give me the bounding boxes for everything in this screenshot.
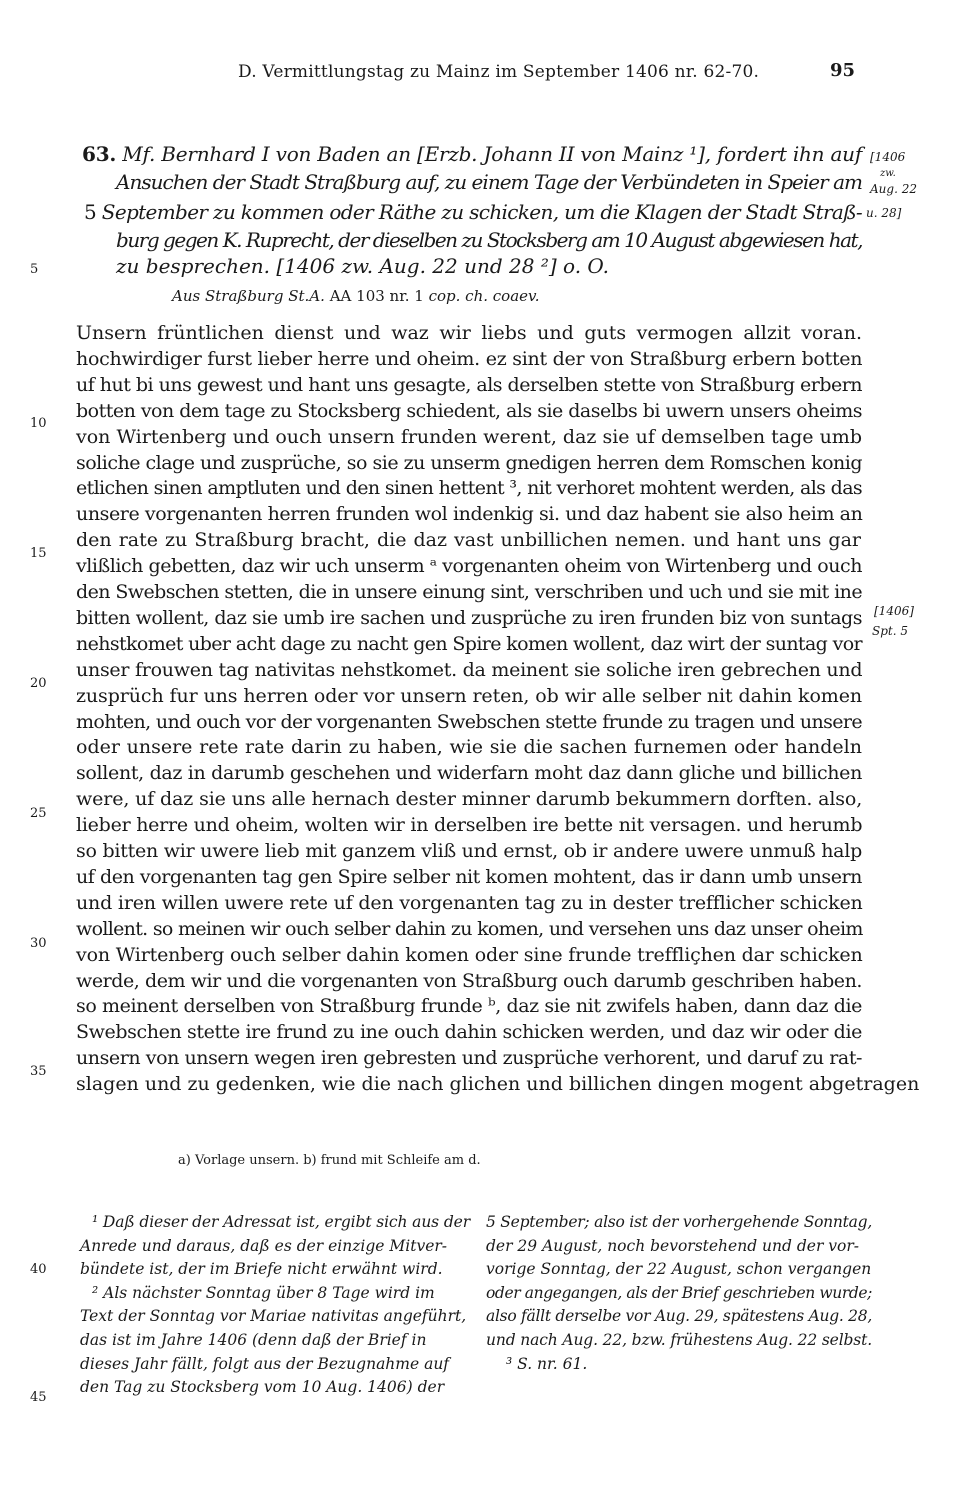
regest-line-5: zu besprechen. [1406 zw. Aug. 22 und 28 ²] o. O. <box>116 254 609 278</box>
footnote-line: das ist im Jahre 1406 (denn daß der Brief in <box>80 1331 427 1349</box>
regest-margin-date-4: u. 28] <box>866 206 902 220</box>
footnote-line: ³ S. nr. 61. <box>506 1355 588 1373</box>
footnote-line: dieses Jahr fällt, folgt aus der Bezugnahme auf <box>80 1355 450 1373</box>
footnote-line: Anrede und daraus, daß es der einzige Mitver- <box>80 1237 448 1255</box>
footnote-line: den Tag zu Stocksberg vom 10 Aug. 1406) der <box>80 1378 445 1396</box>
letter-line: und iren willen uwere rete uf den vorgenanten tag zu in dester trefflicher schicken <box>76 892 863 914</box>
variant-notes: a) Vorlage unsern. b) frund mit Schleife am d. <box>178 1153 481 1168</box>
letter-line: oder unsere rete rate darin zu haben, wie sie die sachen furnemen oder handeln <box>76 736 862 758</box>
footnote-line: vorige Sonntag, der 22 August, schon vergangen <box>486 1260 872 1278</box>
regest-margin-date-3: Aug. 22 <box>870 182 917 196</box>
letter-line: mohten, und ouch vor der vorgenanten Swebschen stette frunde zu tragen und unsere <box>76 711 862 733</box>
letter-line: von Wirtenberg ouch selber dahin komen oder sine frunde treffliçhen dar schicken <box>76 944 863 966</box>
footnote-line: also fällt derselbe vor Aug. 29, spätestens Aug. 28, <box>486 1307 872 1325</box>
letter-line: unsern von unsern wegen iren gebresten und zusprüche verhorent, und daruf zu rat- <box>76 1047 862 1069</box>
letter-line: hochwirdiger furst lieber herre und oheim. ez sint der von Straßburg erbern botten <box>76 348 863 370</box>
line-number-20: 20 <box>30 676 47 691</box>
footnote-line: oder angegangen, als der Brief geschrieben wurde; <box>486 1284 872 1302</box>
footnote-line: Text der Sonntag vor Mariae nativitas angeführt, <box>80 1307 467 1325</box>
line-number-25: 25 <box>30 806 47 821</box>
footnote-line: der 29 August, noch bevorstehend und der vor- <box>486 1237 860 1255</box>
running-title: D. Vermittlungstag zu Mainz im September 1406 nr. 62-70. <box>238 62 760 82</box>
letter-line: Swebschen stette ire frund zu ine ouch dahin schicken werden, und daz wir oder die <box>76 1021 862 1043</box>
letter-line: unsere vorgenanten herren frunden wol indenkig si. und daz habent sie also heim an <box>76 503 863 525</box>
footnote-line: und nach Aug. 22, bzw. frühestens Aug. 22 selbst. <box>486 1331 872 1349</box>
letter-line: were, uf daz sie uns alle hernach dester minner darumb bekummern dorften. also, <box>76 788 863 810</box>
line-number-15: 15 <box>30 546 47 561</box>
letter-line: werde, dem wir und die vorgenanten von Straßburg ouch darumb geschriben haben. <box>76 970 862 992</box>
line-number-5: 5 <box>30 262 39 277</box>
letter-line: unser frouwen tag nativitas nehstkomet. da meinent sie soliche iren gebrechen und <box>76 659 863 681</box>
line-number-35: 35 <box>30 1064 47 1079</box>
source-line: Aus Straßburg St.A. AA 103 nr. 1 cop. ch. coaev. <box>172 287 540 305</box>
page-number: 95 <box>830 60 856 81</box>
letter-line: den Swebschen stetten, die in unsere einung sint, verschriben und uch und sie mit ine <box>76 581 862 603</box>
letter-line: Unsern früntlichen dienst und waz wir liebs und guts vermogen allzit voran. <box>76 322 862 344</box>
letter-line: soliche clage und zusprüche, so sie zu unserm gnedigen herren dem Romschen konig <box>76 452 862 474</box>
footnote-line: bündete ist, der im Briefe nicht erwähnt wird. <box>80 1260 443 1278</box>
body-margin-date-2: Spt. 5 <box>872 624 908 638</box>
regest-margin-date-1: [1406 <box>870 150 906 164</box>
letter-line: so bitten wir uwere lieb mit ganzem vliß und ernst, ob ir andere uwere unmuß halp <box>76 840 862 862</box>
body-margin-date-1: [1406] <box>874 604 914 618</box>
regest-line-1: 63. Mf. Bernhard I von Baden an [Erzb. Johann II von Mainz ¹], fordert ihn auf <box>82 142 863 166</box>
line-number-30: 30 <box>30 936 47 951</box>
document-number: 63. <box>82 142 117 166</box>
letter-line: von Wirtenberg und ouch unsern frunden werent, daz sie uf demselben tage umb <box>76 426 862 448</box>
letter-line: wollent. so meinen wir ouch selber dahin zu komen, und versehen uns daz unser oheim <box>76 918 863 940</box>
letter-line: uf den vorgenanten tag gen Spire selber nit komen mohtent, das ir dann umb unsern <box>76 866 862 888</box>
line-number-10: 10 <box>30 416 47 431</box>
letter-line: den rate zu Straßburg bracht, die daz vast unbillichen nemen. und hant uns gar <box>76 529 861 551</box>
footnote-line: ² Als nächster Sonntag über 8 Tage wird im <box>92 1284 435 1302</box>
regest-line-3: 5 September zu kommen oder Räthe zu schicken, um die Klagen der Stadt Straß- <box>84 200 863 224</box>
footnote-line: ¹ Daß dieser der Adressat ist, ergibt sich aus der <box>92 1213 470 1231</box>
letter-line: so meinent derselben von Straßburg frunde ᵇ, daz sie nit zwifels haben, dann daz die <box>76 995 862 1017</box>
letter-line: bitten wollent, daz sie umb ire sachen und zusprüche zu iren frunden biz von suntags <box>76 607 863 629</box>
letter-line: uf hut bi uns gewest und hant uns gesagte, als derselben stette von Straßburg erbern <box>76 374 862 396</box>
line-number-45: 45 <box>30 1390 47 1405</box>
letter-line: vlißlich gebetten, daz wir uch unserm ᵃ vorgenanten oheim von Wirtenberg und ouch <box>76 555 863 577</box>
regest-line-2: Ansuchen der Stadt Straßburg auf, zu einem Tage der Verbündeten in Speier am <box>116 170 862 194</box>
letter-line: lieber herre und oheim, wolten wir in derselben ire bette nit versagen. und herumb <box>76 814 863 836</box>
letter-line: slagen und zu gedenken, wie die nach glichen und billichen dingen mogent abgetragen <box>76 1073 920 1095</box>
letter-line: sollent, daz in darumb geschehen und widerfarn moht daz dann gliche und billichen <box>76 762 862 784</box>
letter-line: botten von dem tage zu Stocksberg schiedent, als sie daselbs bi uwern unsers oheims <box>76 400 862 422</box>
letter-line: zusprüch fur uns herren oder vor unsern reten, ob wir alle selber nit dahin komen <box>76 685 862 707</box>
line-number-40: 40 <box>30 1262 47 1277</box>
letter-line: nehstkomet uber acht dage zu nacht gen Spire komen wollent, daz wirt der suntag vor <box>76 633 862 655</box>
regest-margin-date-2: zw. <box>880 168 896 179</box>
footnote-line: 5 September; also ist der vorhergehende Sonntag, <box>486 1213 872 1231</box>
regest-line-4: burg gegen K. Ruprecht, der dieselben zu Stocksberg am 10 August abgewiesen hat, <box>116 228 863 252</box>
letter-line: etlichen sinen amptluten und den sinen hettent ³, nit verhoret mohtent werden, als das <box>76 477 862 499</box>
